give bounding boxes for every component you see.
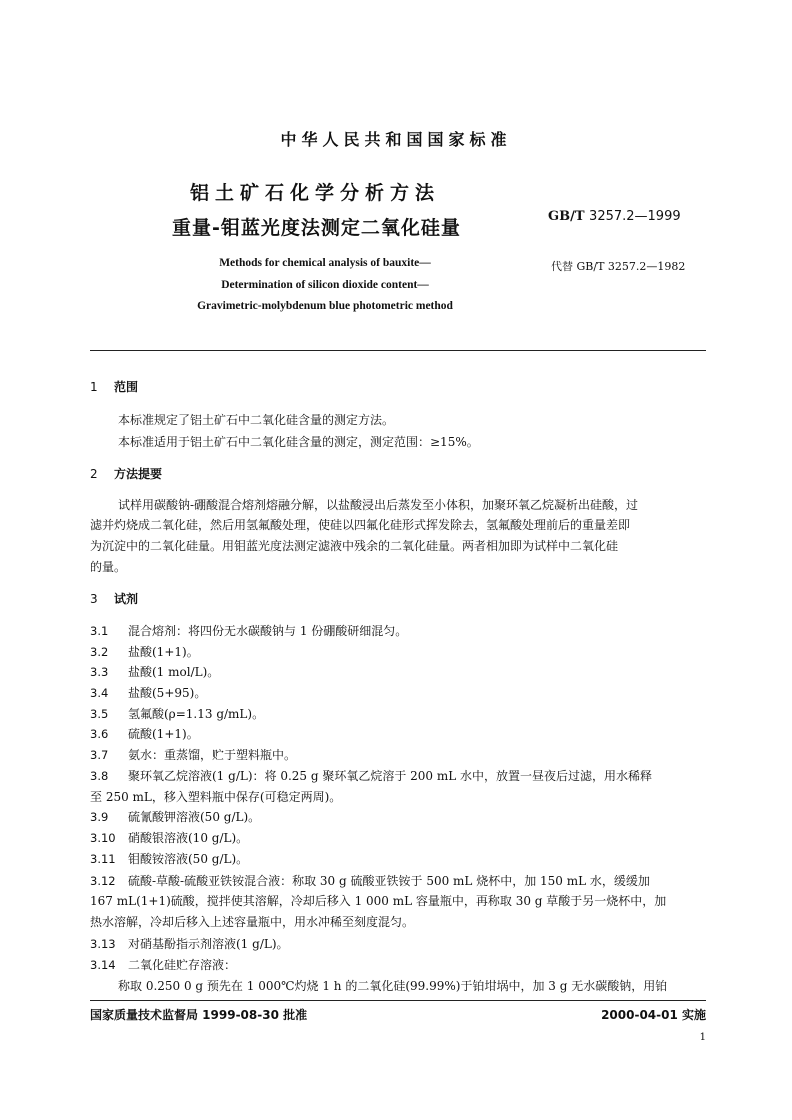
reagent-item <box>90 935 289 952</box>
paragraph-line: 为沉淀中的二氧化硅量。用钼蓝光度法测定滤液中残余的二氧化硅量。两者相加即为试样中二氧化硅 <box>90 539 619 553</box>
section-number: 1 <box>90 380 98 394</box>
reagent-item <box>90 705 264 722</box>
reagent-item <box>90 663 219 680</box>
item-text: 二氧化硅贮存溶液： <box>128 958 237 972</box>
item-text: 混合熔剂：将四份无水碳酸钠与 1 份硼酸研细混匀。 <box>128 624 408 638</box>
reagent-item <box>90 850 248 867</box>
item-number: 3.6 <box>90 727 109 741</box>
item-number: 3.3 <box>90 665 109 679</box>
effective-date: 2000-04-01 实施 <box>601 1008 706 1022</box>
item-number: 3.14 <box>90 958 116 972</box>
reagent-item <box>90 684 206 701</box>
item-number: 3.8 <box>90 769 109 783</box>
paragraph-line: 本标准规定了铝土矿石中二氧化硅含量的测定方法。 <box>118 413 395 427</box>
item-text: 氢氟酸(ρ=1.13 g/mL)。 <box>128 707 265 721</box>
section-number: 2 <box>90 467 98 481</box>
reagent-item <box>90 808 260 825</box>
reagent-item <box>90 746 296 763</box>
item-number: 3.10 <box>90 831 116 845</box>
approval-line: 国家质量技术监督局 1999-08-30 批准 <box>90 1008 308 1022</box>
paragraph-line: 本标准适用于铝土矿石中二氧化硅含量的测定，测定范围：≥15%。 <box>118 435 479 449</box>
item-text: 硝酸银溶液(10 g/L)。 <box>128 831 249 845</box>
item-continuation: 至 250 mL，移入塑料瓶中保存(可稳定两周)。 <box>90 790 342 804</box>
item-number: 3.9 <box>90 810 109 824</box>
national-standard-label: 中华人民共和国国家标准 <box>280 130 512 149</box>
item-text: 盐酸(5+95)。 <box>128 686 207 700</box>
item-text: 盐酸(1+1)。 <box>128 645 199 659</box>
standard-number: 3257.2—1999 <box>589 209 681 224</box>
page-number: 1 <box>699 1032 706 1043</box>
standard-prefix: GB/T <box>548 209 585 224</box>
item-continuation: 热水溶解，冷却后移入上述容量瓶中，用水冲稀至刻度混匀。 <box>90 915 415 929</box>
item-text: 钼酸铵溶液(50 g/L)。 <box>128 852 249 866</box>
paragraph-line: 的量。 <box>90 560 127 574</box>
item-text: 硫酸-草酸-硫酸亚铁铵混合液：称取 30 g 硫酸亚铁铵于 500 mL 烧杯中，加 150 mL 水，缓缓加 <box>128 874 650 888</box>
standard-code <box>548 209 681 224</box>
document-title-line2: 重量-钼蓝光度法测定二氧化硅量 <box>172 217 461 239</box>
section-3-heading <box>90 590 138 607</box>
item-number: 3.1 <box>90 624 109 638</box>
item-text: 盐酸(1 mol/L)。 <box>128 665 220 679</box>
english-title-line1: Methods for chemical analysis of bauxite— <box>219 257 431 269</box>
item-text: 硫氰酸钾溶液(50 g/L)。 <box>128 810 261 824</box>
section-number: 3 <box>90 592 98 606</box>
item-continuation: 167 mL(1+1)硫酸，搅拌使其溶解，冷却后移入 1 000 mL 容量瓶中，再称取 30 g 草酸于另一烧杯中，加 <box>90 894 667 908</box>
reagent-item <box>90 956 236 973</box>
paragraph-line: 滤并灼烧成二氧化硅，然后用氢氟酸处理，使硅以四氟化硅形式挥发除去，氢氟酸处理前后的重量差即 <box>90 518 631 532</box>
reagent-item <box>90 643 199 660</box>
item-number: 3.2 <box>90 645 109 659</box>
item-continuation: 称取 0.250 0 g 预先在 1 000℃灼烧 1 h 的二氧化硅(99.99%)于铂坩埚中，加 3 g 无水碳酸钠，用铂 <box>118 979 668 993</box>
footer-divider <box>90 1000 706 1001</box>
section-title: 试剂 <box>114 592 139 606</box>
reagent-item <box>90 872 650 889</box>
reagent-item <box>90 767 652 784</box>
item-text: 氨水：重蒸馏，贮于塑料瓶中。 <box>128 748 297 762</box>
header-divider <box>90 350 706 351</box>
item-number: 3.7 <box>90 748 109 762</box>
english-title-line3: Gravimetric-molybdenum blue photometric method <box>197 300 453 312</box>
document-title-line1: 铝土矿石化学分析方法 <box>190 182 441 204</box>
item-text: 对硝基酚指示剂溶液(1 g/L)。 <box>128 937 289 951</box>
section-title: 方法提要 <box>114 467 163 481</box>
section-1-heading <box>90 378 138 395</box>
replaces-standard: 代替 GB/T 3257.2—1982 <box>551 260 686 273</box>
reagent-item <box>90 725 199 742</box>
item-number: 3.11 <box>90 852 116 866</box>
reagent-item <box>90 622 407 639</box>
section-title: 范围 <box>114 380 139 394</box>
item-number: 3.4 <box>90 686 109 700</box>
section-2-heading <box>90 465 162 482</box>
item-text: 聚环氧乙烷溶液(1 g/L)：将 0.25 g 聚环氧乙烷溶于 200 mL 水中，放置一昼夜后过滤，用水稀释 <box>128 769 653 783</box>
paragraph-line: 试样用碳酸钠-硼酸混合熔剂熔融分解，以盐酸浸出后蒸发至小体积，加聚环氧乙烷凝析出硅酸，过 <box>118 498 639 512</box>
english-title-line2: Determination of silicon dioxide content— <box>221 279 429 291</box>
reagent-item <box>90 829 248 846</box>
item-text: 硫酸(1+1)。 <box>128 727 199 741</box>
item-number: 3.5 <box>90 707 109 721</box>
item-number: 3.12 <box>90 874 116 888</box>
item-number: 3.13 <box>90 937 116 951</box>
